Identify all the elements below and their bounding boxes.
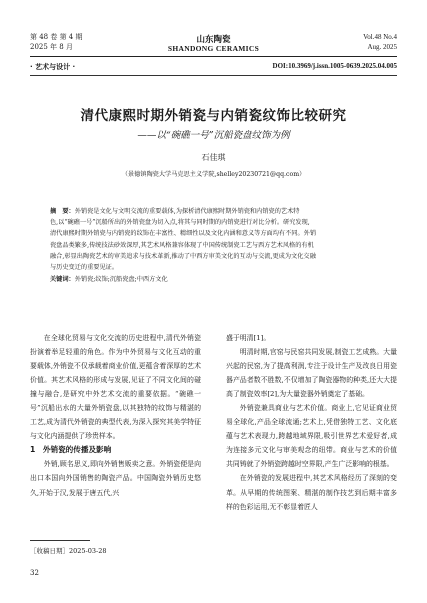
section-heading: 1 外销瓷的传播及影响 (30, 445, 112, 455)
keywords: 外销瓷;纹饰;沉船瓷盘;中西方文化 (74, 276, 168, 284)
column-right (226, 331, 397, 514)
abstract (50, 206, 377, 285)
doi-rule (30, 75, 397, 76)
column-left (30, 331, 201, 500)
header-journal-cn: 山东陶瓷 (196, 35, 231, 45)
abstract-text: 外销瓷是文化与文明交流的重要载体,为探析清代康熙时期外销瓷和内销瓷的艺术特 (74, 208, 300, 215)
abstract-line-4: 瓷盘品类繁多,传统技法砂效深厚,其艺术风格兼容体现了中国传统制瓷工艺与西方艺术风格的有机 (50, 241, 314, 249)
footnote-rule (30, 540, 90, 541)
section-paragraph: 外销,顾名思义,即向外销售贩卖之意。外销瓷便是向出口本国向外国销售的陶瓷产品。中国陶瓷外销历史悠久,开始于汉,发展于唐五代,兴 (30, 460, 201, 497)
header-rule (30, 56, 397, 57)
page-number: 32 (30, 569, 39, 577)
intro-paragraph: 在全球化贸易与文化交流的历史进程中,清代外销瓷扮演着举足轻重的角色。作为中外贸易与文化互动的重要载体,外销瓷不仅承载着商业价值,更蕴含着深厚的艺术价值。其艺术风格的形成与发展,见证了不同文化间的碰撞与融合,是研究中外艺术交流的重要依据。“碗礁一号”沉船出水的大量外销瓷盘,以其独特的纹饰与精湛的工艺,成为清代外销瓷的典型代表,为深入探究其美学特征与文化内涵提供了珍贵样本。 (30, 334, 202, 441)
doi: DOI:10.3969/j.issn.1005-0639.2025.04.005 (272, 62, 397, 70)
received-date: 2025-03-28 (69, 547, 107, 555)
keywords-label: 关键词： (50, 276, 75, 284)
abstract-line-3: 清代康熙时期外销瓷与内销瓷的纹饰在丰富性、精细性以及文化内涵和意义等方面均有不同。外销 (50, 230, 317, 238)
affiliation: （景德镇陶瓷大学马克思主义学院,shelley20230721@qq.com） (121, 171, 306, 178)
header-date-cn: 2025 年 8 月 (30, 43, 73, 51)
received-label: ［收稿日期］ (30, 547, 69, 555)
abstract-line-5: 融合,彰显出陶瓷艺术的审美追求与技术革新,推动了中西方审美文化的互动与交流,更成为文化交融 (50, 252, 316, 260)
header-volume-cn: 第 48 卷 第 4 期 (30, 33, 83, 41)
author: 石佳琪 (201, 153, 226, 162)
abstract-line-6: 与历史变迁的重要见证。 (50, 264, 119, 272)
paper-subtitle: ——以“碗礁一号”沉船瓷盘纹饰为例 (137, 130, 290, 141)
received-date-note (30, 546, 106, 555)
abstract-line-2: 色,以“碗礁一号”沉船所出的外销瓷盘为切入点,将其与同时期的内销瓷进行对比分析。研究发现, (50, 219, 310, 227)
paragraph-value: 外销瓷兼具商业与艺术价值。商业上,它见证商业贸易全球化,产品全球流通;艺术上,凭借独特工艺、文化底蕴与艺术表现力,跨越地域界限,吸引世界艺术爱好者,成为连接多元文化与审美观念的纽带。商业与艺术的价值共同铸就了外销瓷跨越时空界限,产生广泛影响的根基。 (226, 404, 398, 469)
abstract-line-1 (50, 206, 377, 217)
header-journal-en: SHANDONG CERAMICS (167, 44, 260, 53)
keywords-line (50, 274, 377, 285)
abstract-label: 摘 要： (50, 208, 75, 215)
header-volume-en: Vol.48 No.4 (363, 33, 397, 41)
paragraph-style-change: 在外销瓷的发展进程中,其艺术风格经历了深刻的变革。从早期的传统图案、精湛的制作技艺到后期丰富多样的色彩运用,无不彰显着匠人 (226, 474, 397, 511)
paragraph-ming-qing: 明清时期,官窑与民窑共同发展,制瓷工艺成熟。大量兴起的民窑,为了提高利润,专注于设计生产及改良日用瓷器产品者数不胜数,不仅增加了陶瓷器物的种类,还大大提高了制瓷效率[2],为大量瓷器外销奠定了基础。 (226, 348, 397, 399)
paper-title: 清代康熙时期外销瓷与内销瓷纹饰比较研究 (80, 108, 347, 124)
header-date-en: Aug. 2025 (367, 43, 397, 51)
paragraph-continued: 盛于明清[1]。 (226, 334, 271, 342)
column-tag: · 艺术与设计 · (30, 63, 76, 71)
